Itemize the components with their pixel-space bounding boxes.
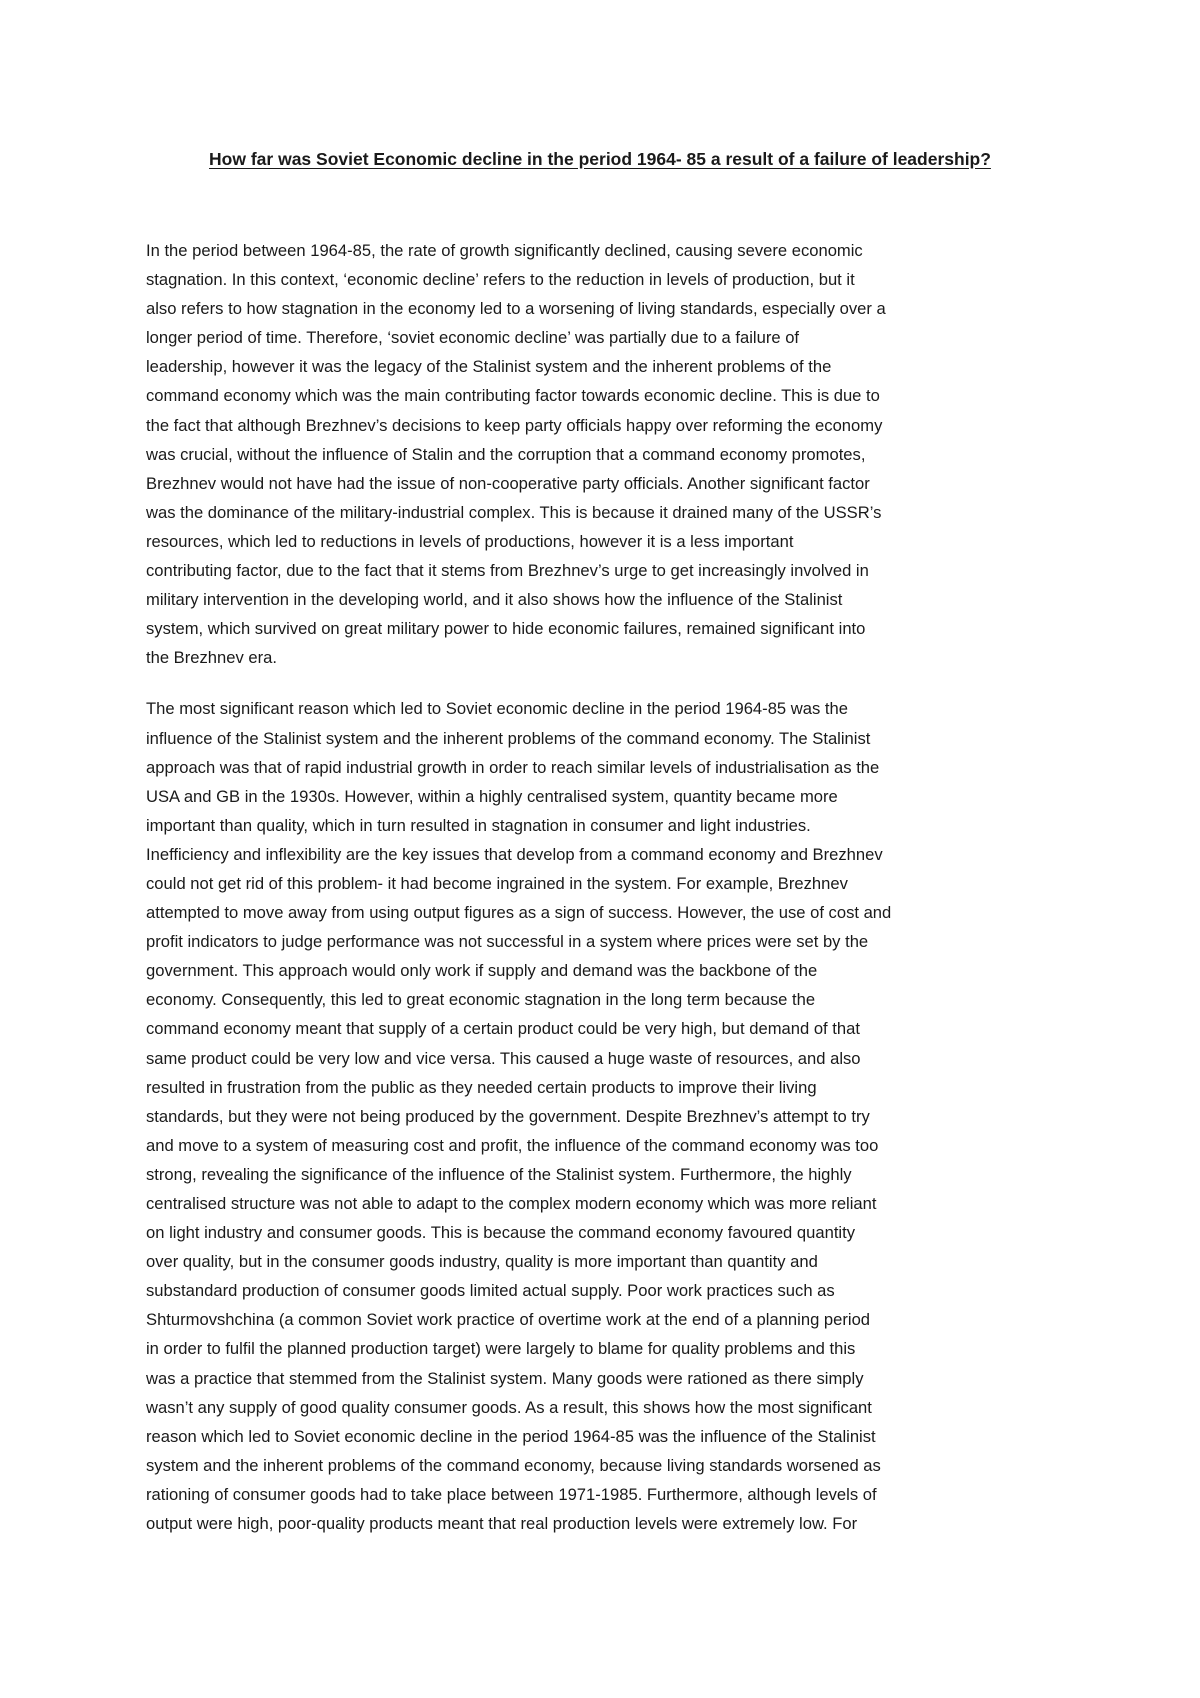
text-line: was crucial, without the influence of Stalin and the corruption that a command economy promotes, bbox=[146, 444, 866, 464]
paragraph-stalinist-system bbox=[146, 694, 1056, 1538]
text-line: standards, but they were not being produced by the government. Despite Brezhnev’s attempt to try bbox=[146, 1106, 870, 1126]
text-line: The most significant reason which led to Soviet economic decline in the period 1964-85 was the bbox=[146, 699, 848, 719]
text-line: resulted in frustration from the public as they needed certain products to improve their living bbox=[146, 1077, 817, 1097]
text-line: Shturmovshchina (a common Soviet work practice of overtime work at the end of a planning period bbox=[146, 1310, 871, 1330]
text-line: system, which survived on great military power to hide economic failures, remained significant into bbox=[146, 619, 866, 639]
text-line: was the dominance of the military-industrial complex. This is because it drained many of the USSR’s bbox=[146, 502, 882, 522]
text-line: economy. Consequently, this led to great economic stagnation in the long term because the bbox=[146, 990, 816, 1010]
text-line: stagnation. In this context, ‘economic decline’ refers to the reduction in levels of production, but it bbox=[146, 270, 855, 290]
text-line: substandard production of consumer goods limited actual supply. Poor work practices such as bbox=[146, 1281, 835, 1301]
text-line: output were high, poor-quality products meant that real production levels were extremely low. For bbox=[146, 1514, 858, 1534]
text-line: the fact that although Brezhnev’s decisions to keep party officials happy over reforming the economy bbox=[146, 415, 883, 435]
text-line: reason which led to Soviet economic decline in the period 1964-85 was the influence of the Stalinist bbox=[146, 1426, 876, 1446]
text-line: government. This approach would only work if supply and demand was the backbone of the bbox=[146, 961, 818, 981]
text-line: military intervention in the developing world, and it also shows how the influence of the Stalinist bbox=[146, 590, 843, 610]
text-line: Inefficiency and inflexibility are the key issues that develop from a command economy and Brezhnev bbox=[146, 844, 883, 864]
text-line: over quality, but in the consumer goods industry, quality is more important than quantity and bbox=[146, 1252, 818, 1272]
text-line: same product could be very low and vice versa. This caused a huge waste of resources, and also bbox=[146, 1048, 861, 1068]
text-line: In the period between 1964-85, the rate of growth significantly declined, causing severe economic bbox=[146, 241, 863, 260]
text-line: attempted to move away from using output figures as a sign of success. However, the use of cost and bbox=[146, 903, 892, 923]
text-line: command economy meant that supply of a certain product could be very high, but demand of that bbox=[146, 1019, 860, 1039]
text-line: also refers to how stagnation in the economy led to a worsening of living standards, especially over a bbox=[146, 299, 886, 319]
text-line: on light industry and consumer goods. This is because the command economy favoured quantity bbox=[146, 1223, 856, 1243]
text-line: the Brezhnev era. bbox=[146, 648, 277, 668]
text-line: contributing factor, due to the fact that it stems from Brezhnev’s urge to get increasingly involved in bbox=[146, 561, 869, 581]
text-line: wasn’t any supply of good quality consumer goods. As a result, this shows how the most significant bbox=[146, 1397, 872, 1417]
text-line: USA and GB in the 1930s. However, within a highly centralised system, quantity became more bbox=[146, 786, 838, 806]
text-line: and move to a system of measuring cost and profit, the influence of the command economy was too bbox=[146, 1135, 879, 1155]
document-title: How far was Soviet Economic decline in the period 1964- 85 a result of a failure of leadership? bbox=[209, 149, 991, 169]
text-line: resources, which led to reductions in levels of productions, however it is a less important bbox=[146, 531, 794, 551]
text-line: could not get rid of this problem- it had become ingrained in the system. For example, Brezhnev bbox=[146, 873, 848, 893]
text-line: was a practice that stemmed from the Stalinist system. Many goods were rationed as there simply bbox=[146, 1368, 864, 1388]
text-line: approach was that of rapid industrial growth in order to reach similar levels of industrialisation as the bbox=[146, 757, 880, 777]
text-line: Brezhnev would not have had the issue of non-cooperative party officials. Another significant factor bbox=[146, 473, 870, 493]
text-line: important than quality, which in turn resulted in stagnation in consumer and light industries. bbox=[146, 815, 811, 835]
text-line: rationing of consumer goods had to take place between 1971-1985. Furthermore, although levels of bbox=[146, 1484, 877, 1504]
text-line: in order to fulfil the planned production target) were largely to blame for quality problems and this bbox=[146, 1339, 856, 1359]
text-line: command economy which was the main contributing factor towards economic decline. This is due to bbox=[146, 386, 880, 406]
text-line: strong, revealing the significance of the influence of the Stalinist system. Furthermore, the highly bbox=[146, 1164, 852, 1184]
text-line: leadership, however it was the legacy of the Stalinist system and the inherent problems of the bbox=[146, 357, 832, 377]
paragraph-introduction bbox=[146, 236, 1056, 672]
text-line: centralised structure was not able to adapt to the complex modern economy which was more reliant bbox=[146, 1194, 877, 1213]
text-line: profit indicators to judge performance was not successful in a system where prices were set by the bbox=[146, 932, 869, 952]
text-line: system and the inherent problems of the command economy, because living standards worsened as bbox=[146, 1455, 881, 1475]
text-line: influence of the Stalinist system and the inherent problems of the command economy. The Stalinist bbox=[146, 728, 871, 748]
text-line: longer period of time. Therefore, ‘soviet economic decline’ was partially due to a failure of bbox=[146, 328, 800, 348]
document-body bbox=[146, 236, 1056, 1538]
